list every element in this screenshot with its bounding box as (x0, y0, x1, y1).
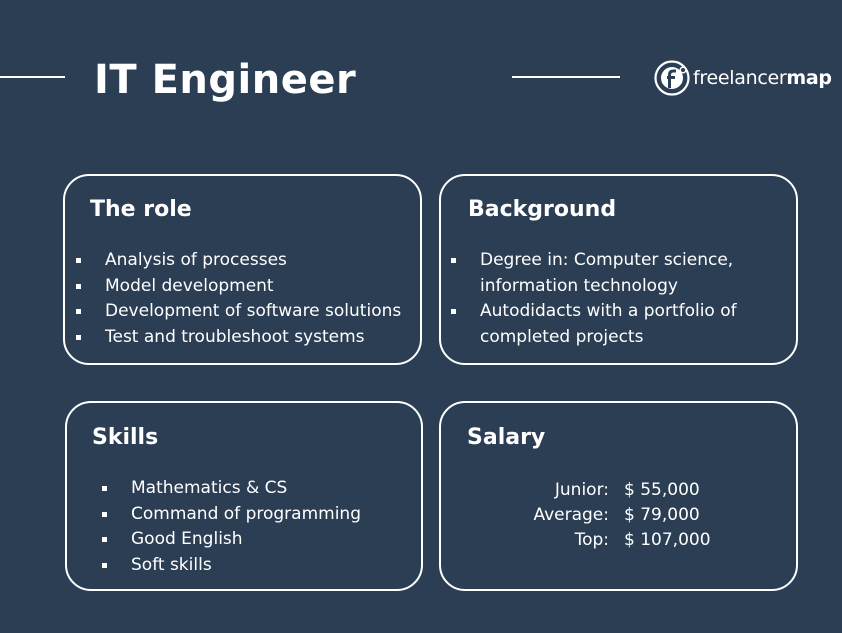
list-item: Good English (102, 527, 361, 553)
role-list (76, 248, 401, 350)
list-item: Autodidacts with a portfolio of completed projects (451, 299, 771, 350)
card-skills (65, 401, 423, 591)
list-item: Soft skills (102, 553, 361, 579)
list-item: Mathematics & CS (102, 476, 361, 502)
card-salary-title: Salary (467, 425, 546, 450)
skills-list (102, 476, 361, 578)
salary-value: $ 107,000 (624, 530, 711, 550)
salary-label: Average: (533, 505, 609, 525)
salary-row-junior (441, 478, 800, 503)
card-background-title: Background (468, 197, 617, 222)
salary-row-average (441, 503, 800, 528)
card-role-title: The role (90, 197, 192, 222)
list-item: Test and troubleshoot systems (76, 325, 401, 351)
freelancermap-logo (654, 59, 832, 97)
salary-value: $ 79,000 (624, 505, 700, 525)
list-item: Analysis of processes (76, 248, 401, 274)
logo-wordmark: freelancermap (693, 67, 832, 89)
card-salary (439, 401, 798, 591)
salary-row-top (441, 528, 800, 553)
card-role (63, 174, 422, 365)
list-item: Model development (76, 274, 401, 300)
freelancermap-logo-icon (654, 60, 690, 96)
title-rule-left (0, 76, 65, 78)
list-item: Development of software solutions (76, 299, 401, 325)
list-item: Degree in: Computer science, information technology (451, 248, 771, 299)
background-list (451, 248, 771, 350)
card-skills-title: Skills (92, 425, 159, 450)
title-rule-right (512, 76, 620, 78)
list-item: Command of programming (102, 502, 361, 528)
salary-label: Junior: (554, 480, 609, 500)
salary-label: Top: (574, 530, 609, 550)
salary-value: $ 55,000 (624, 480, 700, 500)
card-background (439, 174, 798, 365)
page-title: IT Engineer (94, 57, 357, 103)
